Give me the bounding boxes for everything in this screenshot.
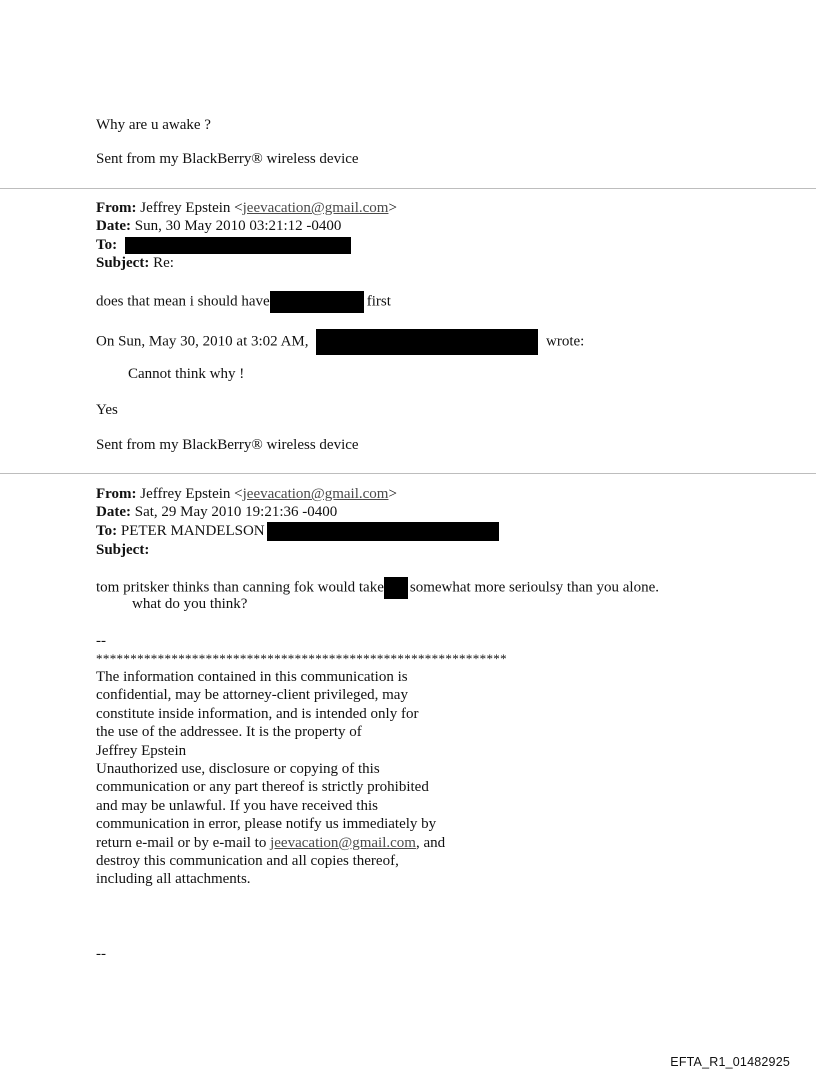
email-2-body-line-2: what do you think?	[132, 596, 248, 612]
date-label: Date:	[96, 218, 131, 235]
from-email-link[interactable]: jeevacation@gmail.com	[242, 486, 389, 502]
disclaimer-line: the use of the addressee. It is the property of	[96, 724, 362, 741]
disclaimer-line: and may be unlawful. If you have received this	[96, 797, 378, 814]
to-label: To:	[96, 236, 118, 253]
redaction-box	[316, 329, 538, 355]
signature-separator: --	[96, 633, 106, 649]
end-separator: --	[96, 946, 106, 962]
subject-label: Subject:	[96, 541, 150, 558]
date-label: Date:	[96, 504, 131, 521]
divider-1	[0, 188, 816, 189]
disclaimer-line: constitute inside information, and is intended only for	[96, 705, 419, 722]
email-2-header	[96, 485, 499, 559]
redaction-box	[267, 522, 499, 541]
body-text-before: tom pritsker thinks than canning fok would take	[96, 579, 384, 596]
disclaimer-line: Jeffrey Epstein	[96, 742, 187, 759]
divider-2	[0, 473, 816, 474]
to-value: PETER MANDELSON	[120, 522, 265, 539]
from-close: >	[388, 200, 397, 216]
email-1-signature: Sent from my BlackBerry® wireless device	[96, 437, 359, 453]
disclaimer-line: communication or any part thereof is strictly prohibited	[96, 779, 429, 796]
quote-text: Cannot think why !	[128, 366, 245, 382]
reply-signature: Sent from my BlackBerry® wireless device	[96, 151, 359, 167]
from-name: Jeffrey Epstein <	[140, 200, 243, 216]
to-label: To:	[96, 522, 118, 539]
redaction-box	[384, 577, 408, 599]
disclaimer-line: including all attachments.	[96, 871, 251, 888]
from-row	[96, 485, 499, 503]
date-row	[96, 503, 499, 521]
to-row	[96, 236, 397, 254]
from-email-link[interactable]: jeevacation@gmail.com	[242, 200, 389, 216]
body-text-after: first	[366, 293, 391, 310]
quote-intro-after: wrote:	[546, 333, 585, 350]
body-text-before: does that mean i should have	[96, 293, 270, 310]
disclaimer-line: Unauthorized use, disclosure or copying of this	[96, 760, 380, 777]
disclaimer-line: communication in error, please notify us immediately by	[96, 816, 437, 833]
disclaimer-email-link[interactable]: jeevacation@gmail.com	[270, 834, 416, 851]
from-label: From:	[96, 486, 137, 502]
subject-row	[96, 254, 397, 272]
disclaimer-return-after: , and	[415, 834, 446, 851]
document-id: EFTA_R1_01482925	[670, 1055, 790, 1069]
subject-value: Re:	[153, 255, 174, 272]
email-1-header	[96, 199, 397, 273]
reply-text: Yes	[96, 402, 118, 418]
redaction-box	[125, 237, 351, 254]
quote-intro-before: On Sun, May 30, 2010 at 3:02 AM,	[96, 333, 309, 350]
reply-body: Why are u awake ?	[96, 117, 211, 133]
from-row	[96, 199, 397, 217]
date-row	[96, 217, 397, 235]
quote-intro	[96, 329, 584, 355]
from-label: From:	[96, 200, 137, 216]
disclaimer-line: The information contained in this communication is	[96, 669, 408, 685]
to-row	[96, 522, 499, 541]
subject-row	[96, 541, 499, 559]
disclaimer-line-return	[96, 834, 445, 852]
confidentiality-disclaimer	[96, 668, 445, 889]
from-close: >	[388, 486, 397, 502]
disclaimer-line: destroy this communication and all copies thereof,	[96, 852, 399, 869]
from-name: Jeffrey Epstein <	[140, 486, 243, 502]
date-value: Sat, 29 May 2010 19:21:36 -0400	[134, 504, 338, 521]
body-text-after: somewhat more serioulsy than you alone.	[409, 579, 659, 596]
subject-label: Subject:	[96, 255, 150, 272]
redaction-box	[270, 291, 364, 313]
date-value: Sun, 30 May 2010 03:21:12 -0400	[134, 218, 342, 235]
disclaimer-line: confidential, may be attorney-client privileged, may	[96, 687, 408, 704]
stars-separator: ************************************************************	[96, 651, 507, 666]
email-1-body	[96, 291, 391, 313]
disclaimer-return-before: return e-mail or by e-mail to	[96, 834, 271, 851]
